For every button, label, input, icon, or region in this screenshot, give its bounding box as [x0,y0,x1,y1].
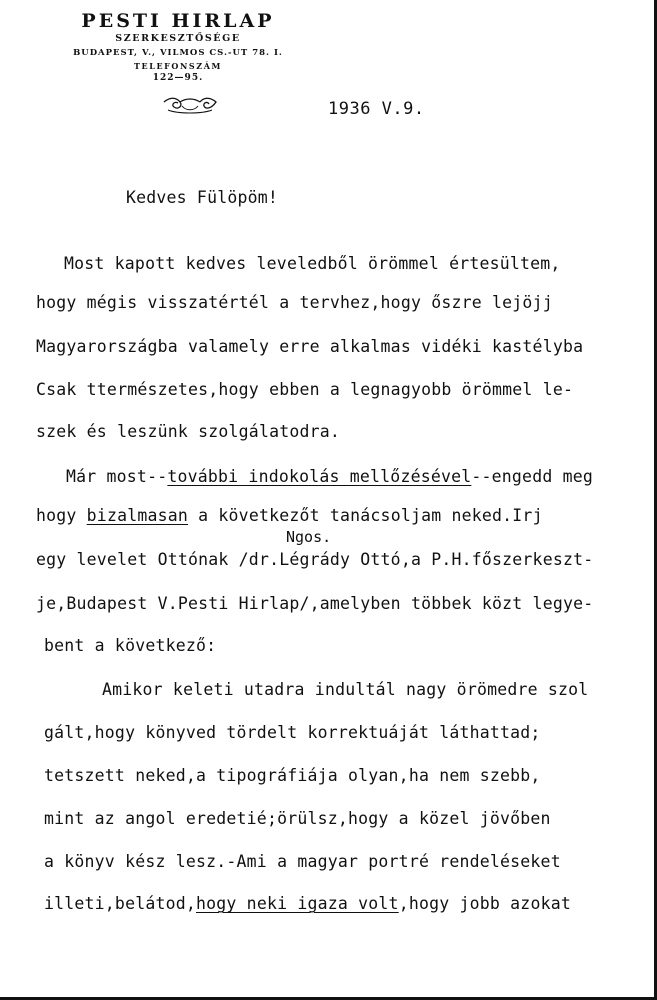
paragraph2-line3: egy levelet Ottónak /dr.Légrády Ottó,a P.H.főszerkeszt- [36,550,594,569]
paragraph2-dash-left: -- [147,467,168,486]
letterhead-phone-number: 122—95. [152,73,204,83]
paragraph1-line5: szek és leszünk szolgálatodra. [36,422,341,441]
paragraph2-line1 [66,467,593,487]
salutation: Kedves Fülöpöm! [126,188,279,207]
paragraph2-underlined-word: bizalmasan [86,506,189,525]
letterhead-title: PESTI HIRLAP [81,10,275,32]
interlinear-insertion: Ngos. [286,528,332,546]
paragraph3-line6 [44,894,571,914]
paragraph2-dash-right: -- [471,467,492,486]
paragraph2-line5: bent a következő: [44,636,217,655]
paragraph2-line2-end: a következőt tanácsoljam neked.Irj [188,506,543,525]
paragraph1-line2: hogy mégis visszatértél a tervhez,hogy őszre lejöjj [36,293,553,312]
paragraph3-underlined-phrase: hogy neki igaza volt [196,894,399,913]
letter-date: 1936 V.9. [328,99,425,119]
paragraph2-line2 [36,506,543,526]
paragraph1-line3: Magyarországba valamely erre alkalmas vidéki kastélyba [36,337,584,356]
letterhead-address: BUDAPEST, V., VILMOS CS.-UT 78. I. [73,48,283,58]
letterhead-phone-label: TELEFONSZÁM [133,61,222,71]
letterhead-subtitle: SZERKESZTŐSÉGE [115,33,241,44]
letterhead [28,10,328,84]
paragraph3-line6-end: ,hogy jobb azokat [398,894,571,913]
paragraph3-line6-start: illeti,belátod, [44,894,197,913]
flourish-ornament-icon [160,96,220,116]
paragraph3-line2: gált,hogy könyved tördelt korrektuáját láthattad; [44,723,541,742]
paragraph2-line1-end: engedd meg [491,467,593,486]
paragraph1-line4: Csak ttermészetes,hogy ebben a legnagyobb örömmel le- [36,380,574,399]
paragraph3-line1: Amikor keleti utadra indultál nagy örömedre szol [102,680,589,699]
paragraph2-line1-start: Már most [66,467,148,486]
paragraph3-line4: mint az angol eredetié;örülsz,hogy a közel jövőben [44,809,551,828]
paragraph2-line2-start: hogy [36,506,87,525]
paragraph1-line1: Most kapott kedves leveledből örömmel értesültem, [64,254,561,273]
paragraph2-underlined-phrase: további indokolás mellőzésével [167,467,472,486]
paragraph3-line3: tetszett neked,a tipográfiája olyan,ha nem szebb, [44,766,541,785]
paragraph3-line5: a könyv kész lesz.-Ami a magyar portré rendeléseket [44,852,561,871]
paragraph2-line4: je,Budapest V.Pesti Hirlap/,amelyben többek közt legye- [36,594,594,613]
